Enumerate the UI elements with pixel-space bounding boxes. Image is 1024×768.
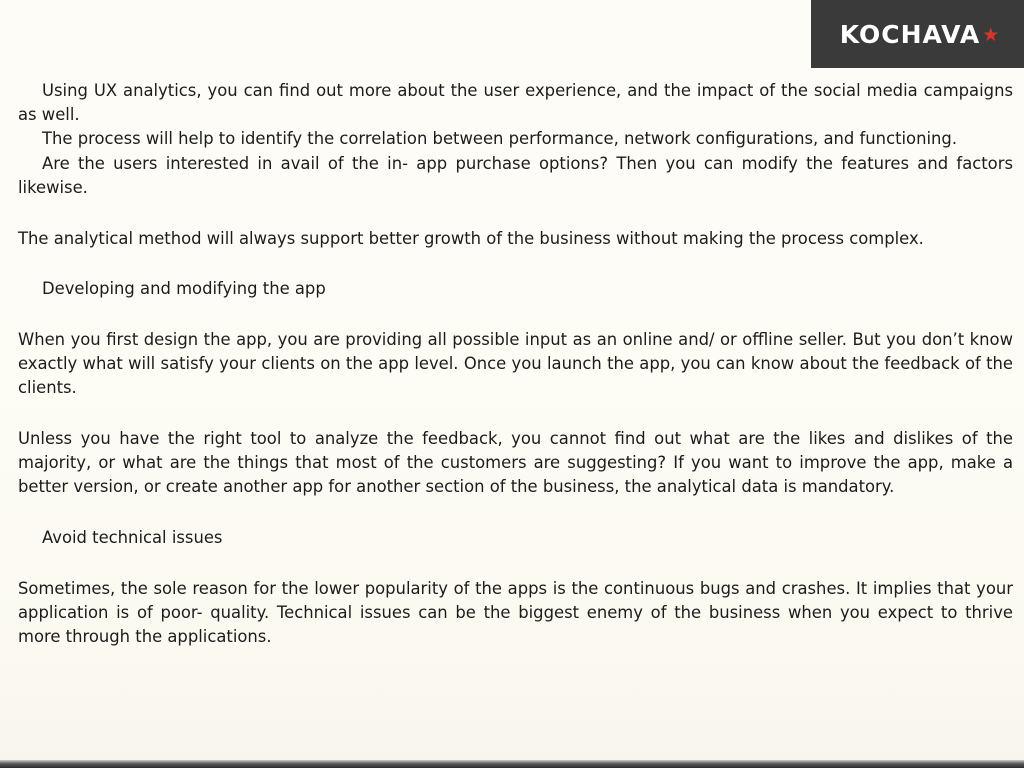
paragraph-analytical-method: The analytical method will always support better growth of the business without making the process complex. bbox=[18, 228, 924, 248]
slide-body bbox=[18, 79, 1013, 649]
star-icon: ★ bbox=[982, 24, 1000, 46]
paragraph-right-tool: Unless you have the right tool to analyze the feedback, you cannot find out what are the likes and dislikes of the majority, or what are the things that most of the customers are suggesting? If you want to improve the app, make a better version, or create another app for another section of the business, the analytical data is mandatory. bbox=[18, 429, 1013, 497]
paragraph-first-design: When you first design the app, you are providing all possible input as an online and/ or offline seller. But you don’t know exactly what will satisfy your clients on the app level. Once you launch the app, you can know about the feedback of the clients. bbox=[18, 329, 1013, 398]
bottom-divider bbox=[0, 760, 1024, 768]
kochava-logo bbox=[811, 0, 1024, 68]
paragraph-bugs-crashes: Sometimes, the sole reason for the lower popularity of the apps is the continuous bugs and crashes. It implies that your application is of poor- quality. Technical issues can be the biggest enemy of the business when you expect to thrive more through the applications. bbox=[18, 578, 1013, 647]
heading-technical-issues: Avoid technical issues bbox=[42, 528, 223, 548]
logo-text: KOCHAVA bbox=[839, 19, 981, 49]
paragraph-in-app-purchase: Are the users interested in avail of the in- app purchase options? Then you can modify the features and factors likewise. bbox=[18, 153, 1013, 197]
heading-developing-app: Developing and modifying the app bbox=[42, 279, 326, 299]
paragraph-ux-analytics: Using UX analytics, you can find out more about the user experience, and the impact of the social media campaigns as well. bbox=[18, 81, 1013, 125]
paragraph-correlation: The process will help to identify the correlation between performance, network configurations, and functioning. bbox=[42, 129, 958, 149]
